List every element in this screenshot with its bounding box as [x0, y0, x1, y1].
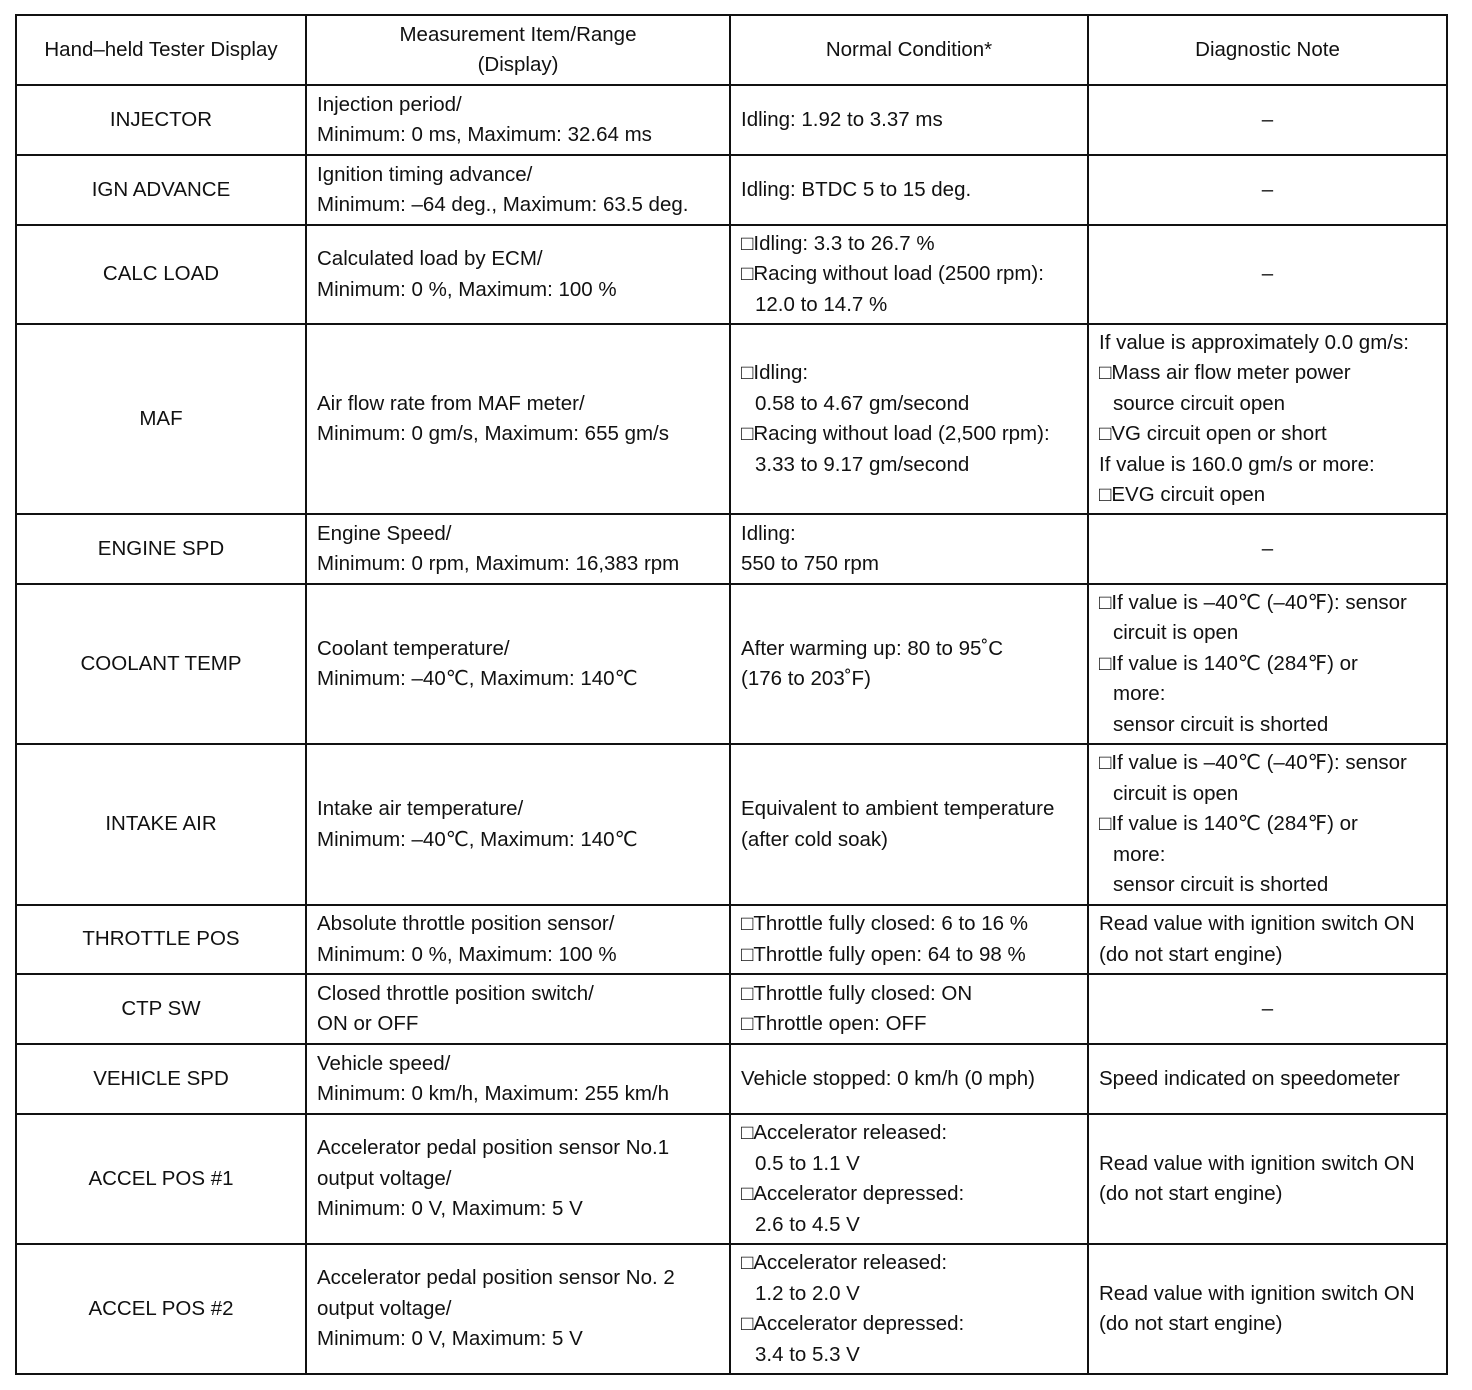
measurement-range-cell: [306, 744, 730, 905]
normal-condition-line: □Racing without load (2,500 rpm):: [741, 422, 1050, 445]
normal-condition-line: Equivalent to ambient temperature: [741, 797, 1055, 820]
measurement-range-line: Minimum: –64 deg., Maximum: 63.5 deg.: [317, 193, 689, 216]
normal-condition-line: Idling:: [741, 521, 796, 545]
diagnostic-note-line: source circuit open: [1113, 391, 1286, 415]
diagnostic-note-line: Read value with ignition switch ON: [1099, 1281, 1415, 1305]
diagnostic-note-line: Speed indicated on speedometer: [1099, 1066, 1400, 1090]
measurement-range-line: Minimum: 0 ms, Maximum: 32.64 ms: [317, 123, 652, 146]
diagnostic-note-cell: [1088, 1044, 1447, 1114]
header-text-line: Normal Condition*: [825, 37, 993, 61]
diagnostic-note-cell: [1088, 905, 1447, 974]
diagnostic-note-cell: [1088, 1244, 1447, 1374]
tester-display-cell: IGN ADVANCE: [16, 155, 306, 225]
table-row: [16, 225, 1447, 324]
diagnostic-note-line: □If value is –40℃ (–40℉): sensor: [1099, 590, 1407, 614]
header-normal-condition: [730, 15, 1088, 85]
diagnostic-note-line: (do not start engine): [1099, 942, 1283, 966]
normal-condition-line: Idling: BTDC 5 to 15 deg.: [741, 177, 972, 201]
diagnostic-data-table: [15, 14, 1448, 1375]
diagnostic-note-line: □EVG circuit open: [1099, 483, 1266, 506]
normal-condition-line: □Throttle fully open: 64 to 98 %: [741, 942, 1026, 966]
measurement-range-line: ON or OFF: [317, 1012, 419, 1035]
tester-display-cell: INTAKE AIR: [16, 744, 306, 905]
measurement-range-line: Minimum: 0 gm/s, Maximum: 655 gm/s: [317, 422, 669, 445]
measurement-range-line: Minimum: 0 km/h, Maximum: 255 km/h: [317, 1082, 669, 1105]
measurement-range-line: Air flow rate from MAF meter/: [317, 391, 585, 415]
table-row: [16, 974, 1447, 1044]
measurement-range-line: Minimum: 0 %, Maximum: 100 %: [317, 942, 617, 966]
normal-condition-cell: [730, 85, 1088, 155]
measurement-range-cell: [306, 974, 730, 1044]
diagnostic-note-line: sensor circuit is shorted: [1113, 712, 1329, 736]
header-text-line: Hand–held Tester Display: [44, 37, 278, 61]
measurement-range-line: Ignition timing advance/: [317, 162, 533, 186]
tester-display-cell: ACCEL POS #1: [16, 1114, 306, 1244]
tester-display-cell: INJECTOR: [16, 85, 306, 155]
normal-condition-line: □Accelerator released:: [741, 1121, 948, 1144]
header-row: [16, 15, 1447, 85]
table-header: [16, 15, 1447, 85]
tester-display-cell: MAF: [16, 324, 306, 514]
measurement-range-cell: [306, 1044, 730, 1114]
normal-condition-line: 0.58 to 4.67 gm/second: [755, 391, 970, 415]
diagnostic-note-cell: [1088, 1114, 1447, 1244]
normal-condition-line: 0.5 to 1.1 V: [755, 1151, 860, 1175]
tester-display-cell: CTP SW: [16, 974, 306, 1044]
diagnostic-note-line: □Mass air flow meter power: [1099, 361, 1351, 384]
table-row: [16, 905, 1447, 974]
diagnostic-note-line: Read value with ignition switch ON: [1099, 1151, 1415, 1175]
table-row: [16, 1114, 1447, 1244]
normal-condition-line: 550 to 750 rpm: [741, 552, 879, 575]
diagnostic-note-line: □If value is –40℃ (–40℉): sensor: [1099, 751, 1407, 775]
normal-condition-cell: [730, 1114, 1088, 1244]
table-body: [16, 85, 1447, 1374]
normal-condition-line: □Throttle fully closed: 6 to 16 %: [741, 912, 1028, 935]
diagnostic-note-cell: [1088, 584, 1447, 744]
normal-condition-line: 1.2 to 2.0 V: [755, 1281, 860, 1305]
table-row: [16, 514, 1447, 584]
table-row: [16, 584, 1447, 744]
normal-condition-line: □Throttle open: OFF: [741, 1012, 927, 1035]
normal-condition-line: (after cold soak): [741, 827, 888, 851]
normal-condition-line: □Accelerator depressed:: [741, 1312, 965, 1335]
diagnostic-note-line: –: [1261, 536, 1274, 560]
normal-condition-cell: [730, 744, 1088, 905]
normal-condition-line: □Accelerator depressed:: [741, 1182, 965, 1205]
table-row: [16, 155, 1447, 225]
diagnostic-note-line: If value is approximately 0.0 gm/s:: [1099, 330, 1409, 354]
table-row: [16, 1244, 1447, 1374]
measurement-range-cell: [306, 155, 730, 225]
normal-condition-cell: [730, 905, 1088, 974]
measurement-range-line: Absolute throttle position sensor/: [317, 912, 615, 935]
diagnostic-note-cell: [1088, 744, 1447, 905]
table-row: [16, 744, 1447, 905]
header-text-line: (Display): [477, 53, 559, 76]
normal-condition-cell: [730, 225, 1088, 324]
measurement-range-line: Minimum: 0 V, Maximum: 5 V: [317, 1327, 583, 1351]
diagnostic-note-line: –: [1261, 177, 1274, 201]
header-text-line: Diagnostic Note: [1195, 37, 1340, 61]
measurement-range-line: Accelerator pedal position sensor No. 2: [317, 1266, 675, 1290]
header-text-line: Measurement Item/Range: [399, 22, 637, 46]
normal-condition-line: □Throttle fully closed: ON: [741, 981, 973, 1005]
normal-condition-cell: [730, 514, 1088, 584]
table-row: [16, 1044, 1447, 1114]
normal-condition-line: □Idling:: [741, 361, 809, 384]
tester-display-cell: ENGINE SPD: [16, 514, 306, 584]
measurement-range-line: Coolant temperature/: [317, 636, 510, 660]
diagnostic-note-cell: [1088, 974, 1447, 1044]
normal-condition-line: After warming up: 80 to 95˚C: [741, 636, 1004, 660]
measurement-range-line: output voltage/: [317, 1296, 452, 1320]
normal-condition-cell: [730, 324, 1088, 514]
normal-condition-line: □Racing without load (2500 rpm):: [741, 262, 1044, 286]
diagnostic-note-line: (do not start engine): [1099, 1182, 1283, 1205]
normal-condition-line: 3.4 to 5.3 V: [755, 1342, 860, 1366]
measurement-range-line: Accelerator pedal position sensor No.1: [317, 1136, 670, 1160]
diagnostic-note-line: –: [1261, 262, 1274, 286]
normal-condition-cell: [730, 1244, 1088, 1374]
diagnostic-note-line: –: [1261, 107, 1274, 131]
tester-display-cell: VEHICLE SPD: [16, 1044, 306, 1114]
measurement-range-cell: [306, 324, 730, 514]
normal-condition-cell: [730, 584, 1088, 744]
tester-display-cell: COOLANT TEMP: [16, 584, 306, 744]
measurement-range-line: Minimum: –40℃, Maximum: 140℃: [317, 827, 638, 851]
normal-condition-line: 3.33 to 9.17 gm/second: [755, 452, 970, 476]
diagnostic-note-line: –: [1261, 996, 1274, 1020]
table-row: [16, 324, 1447, 514]
diagnostic-note-line: □If value is 140℃ (284℉) or: [1099, 812, 1358, 836]
measurement-range-line: Vehicle speed/: [317, 1051, 451, 1075]
diagnostic-note-line: circuit is open: [1113, 781, 1239, 805]
diagnostic-note-cell: [1088, 324, 1447, 514]
measurement-range-line: output voltage/: [317, 1166, 452, 1190]
table-row: [16, 85, 1447, 155]
header-diagnostic-note: [1088, 15, 1447, 85]
measurement-range-line: Minimum: 0 %, Maximum: 100 %: [317, 277, 617, 301]
normal-condition-line: Vehicle stopped: 0 km/h (0 mph): [741, 1066, 1035, 1090]
measurement-range-cell: [306, 514, 730, 584]
measurement-range-cell: [306, 905, 730, 974]
normal-condition-line: 12.0 to 14.7 %: [755, 292, 888, 316]
diagnostic-note-line: □VG circuit open or short: [1099, 422, 1327, 445]
measurement-range-line: Minimum: 0 rpm, Maximum: 16,383 rpm: [317, 552, 680, 575]
measurement-range-line: Intake air temperature/: [317, 797, 524, 820]
tester-display-cell: ACCEL POS #2: [16, 1244, 306, 1374]
measurement-range-cell: [306, 225, 730, 324]
tester-display-cell: THROTTLE POS: [16, 905, 306, 974]
normal-condition-cell: [730, 974, 1088, 1044]
normal-condition-line: □Idling: 3.3 to 26.7 %: [741, 231, 935, 255]
measurement-range-line: Injection period/: [317, 92, 462, 116]
diagnostic-note-line: sensor circuit is shorted: [1113, 873, 1329, 897]
tester-display-cell: CALC LOAD: [16, 225, 306, 324]
normal-condition-line: 2.6 to 4.5 V: [755, 1212, 860, 1236]
measurement-range-cell: [306, 1244, 730, 1374]
header-measurement-item: [306, 15, 730, 85]
diagnostic-note-cell: [1088, 155, 1447, 225]
normal-condition-cell: [730, 1044, 1088, 1114]
normal-condition-line: Idling: 1.92 to 3.37 ms: [741, 107, 943, 131]
diagnostic-note-line: Read value with ignition switch ON: [1099, 912, 1415, 935]
header-tester-display: [16, 15, 306, 85]
normal-condition-cell: [730, 155, 1088, 225]
normal-condition-line: □Accelerator released:: [741, 1251, 948, 1274]
measurement-range-cell: [306, 1114, 730, 1244]
measurement-range-line: Closed throttle position switch/: [317, 981, 594, 1005]
measurement-range-cell: [306, 584, 730, 744]
diagnostic-note-line: more:: [1113, 682, 1166, 706]
measurement-range-line: Minimum: 0 V, Maximum: 5 V: [317, 1197, 583, 1221]
measurement-range-line: Minimum: –40℃, Maximum: 140℃: [317, 667, 638, 690]
diagnostic-note-line: circuit is open: [1113, 621, 1239, 645]
measurement-range-line: Calculated load by ECM/: [317, 247, 543, 270]
normal-condition-line: (176 to 203˚F): [741, 667, 871, 690]
diagnostic-note-line: (do not start engine): [1099, 1312, 1283, 1335]
diagnostic-note-cell: [1088, 225, 1447, 324]
diagnostic-note-cell: [1088, 85, 1447, 155]
measurement-range-cell: [306, 85, 730, 155]
diagnostic-note-cell: [1088, 514, 1447, 584]
diagnostic-note-line: If value is 160.0 gm/s or more:: [1099, 452, 1375, 476]
measurement-range-line: Engine Speed/: [317, 521, 452, 545]
diagnostic-note-line: □If value is 140℃ (284℉) or: [1099, 651, 1358, 675]
diagnostic-note-line: more:: [1113, 842, 1166, 866]
